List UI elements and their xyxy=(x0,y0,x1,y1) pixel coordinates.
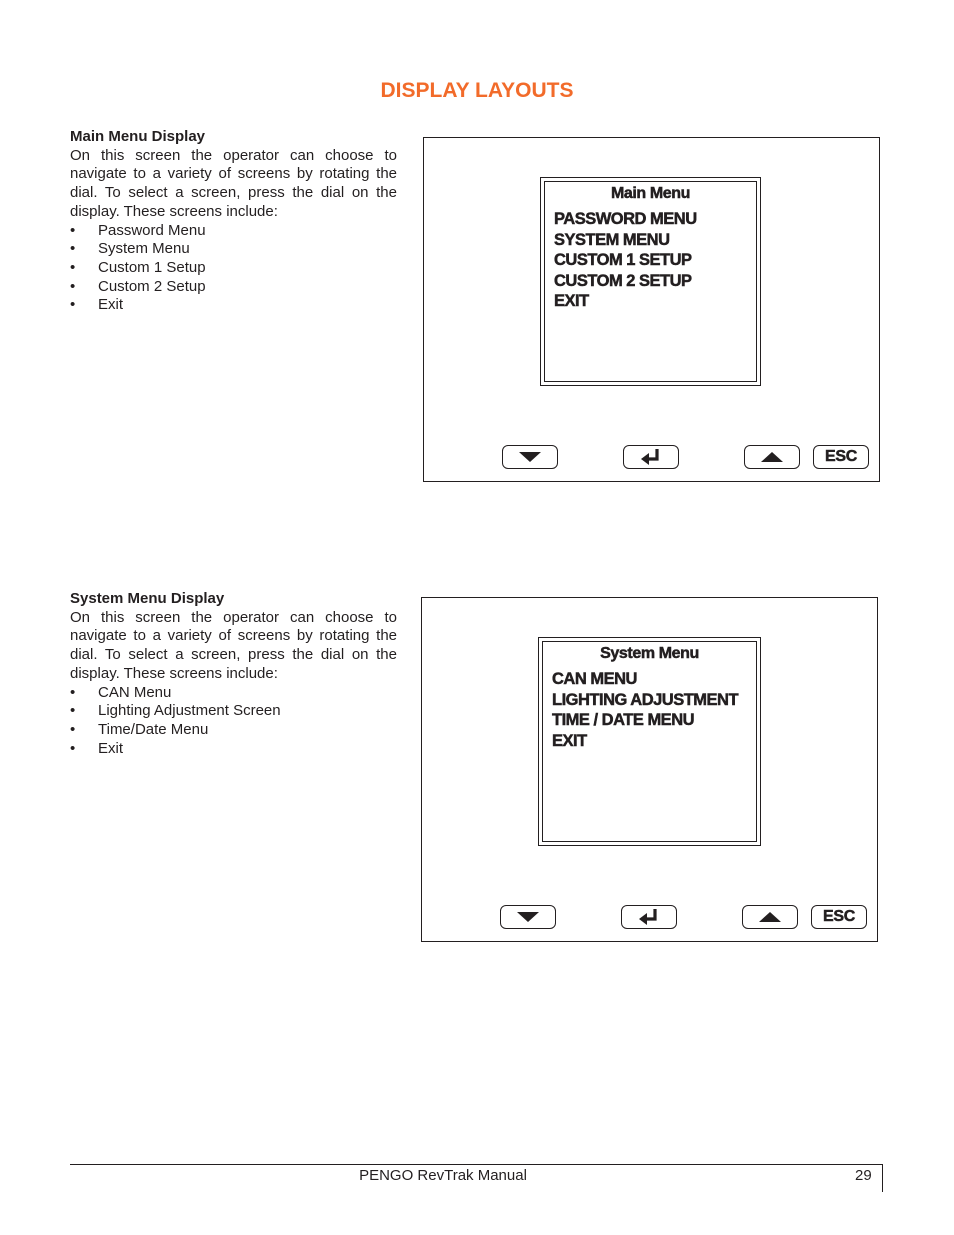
screen-menu-list xyxy=(554,209,697,312)
main-menu-screen xyxy=(540,177,761,386)
section-heading: System Menu Display xyxy=(70,590,225,607)
page-title: DISPLAY LAYOUTS xyxy=(380,79,574,102)
esc-button[interactable] xyxy=(811,905,867,929)
down-button[interactable] xyxy=(500,905,556,929)
down-arrow-icon xyxy=(517,912,539,922)
section-heading: Main Menu Display xyxy=(70,128,206,145)
screen-menu-item: EXIT xyxy=(552,731,587,750)
list-item: • Exit xyxy=(70,740,397,759)
system-menu-screen xyxy=(538,637,761,846)
down-arrow-icon xyxy=(519,452,541,462)
footer-divider xyxy=(70,1164,883,1165)
enter-arrow-icon xyxy=(640,448,662,466)
list-item: • Lighting Adjustment Screen xyxy=(70,702,397,721)
up-arrow-icon xyxy=(759,912,781,922)
system-menu-display-panel xyxy=(421,597,878,942)
screen-frame xyxy=(542,641,757,842)
down-button[interactable] xyxy=(502,445,558,469)
screen-title: System Menu xyxy=(600,645,699,662)
screen-title: Main Menu xyxy=(610,185,691,202)
screen-menu-item: TIME / DATE MENU xyxy=(552,711,695,730)
bullet-list xyxy=(70,684,397,759)
screen-menu-item: CAN MENU xyxy=(552,670,637,688)
screen-frame xyxy=(544,181,757,382)
list-item: • Exit xyxy=(70,296,397,315)
screen-menu-item: PASSWORD MENU xyxy=(554,210,697,228)
screen-menu-item: CUSTOM 2 SETUP xyxy=(554,271,692,290)
main-menu-display-panel xyxy=(423,137,880,482)
system-menu-description xyxy=(70,590,397,758)
screen-menu-list xyxy=(552,669,738,751)
page-number: 29 xyxy=(855,1167,872,1184)
section-paragraph: On this screen the operator can choose to navigate to a variety of screens by rotating the dial. To select a screen, press the dial on the display. These screens include: xyxy=(70,146,397,220)
up-button[interactable] xyxy=(742,905,798,929)
enter-button[interactable] xyxy=(621,905,677,929)
enter-arrow-icon xyxy=(638,908,660,926)
list-item: • CAN Menu xyxy=(70,684,397,703)
up-arrow-icon xyxy=(761,452,783,462)
screen-menu-item: CUSTOM 1 SETUP xyxy=(554,251,692,270)
up-button[interactable] xyxy=(744,445,800,469)
footer-manual-title: PENGO RevTrak Manual xyxy=(359,1167,527,1184)
screen-menu-item: EXIT xyxy=(554,292,589,311)
esc-label: ESC xyxy=(825,448,857,465)
esc-button[interactable] xyxy=(813,445,869,469)
section-paragraph: On this screen the operator can choose to navigate to a variety of screens by rotating the dial. To select a screen, press the dial on the display. These screens include: xyxy=(70,608,397,682)
list-item: • System Menu xyxy=(70,240,397,259)
esc-label: ESC xyxy=(823,908,855,925)
screen-menu-item: LIGHTING ADJUSTMENT xyxy=(552,690,739,709)
enter-button[interactable] xyxy=(623,445,679,469)
screen-menu-item: SYSTEM MENU xyxy=(554,230,670,249)
list-item: • Custom 1 Setup xyxy=(70,259,397,278)
list-item: • Password Menu xyxy=(70,222,397,241)
list-item: • Custom 2 Setup xyxy=(70,278,397,297)
list-item: • Time/Date Menu xyxy=(70,721,397,740)
main-menu-description xyxy=(70,128,397,315)
bullet-list xyxy=(70,222,397,316)
